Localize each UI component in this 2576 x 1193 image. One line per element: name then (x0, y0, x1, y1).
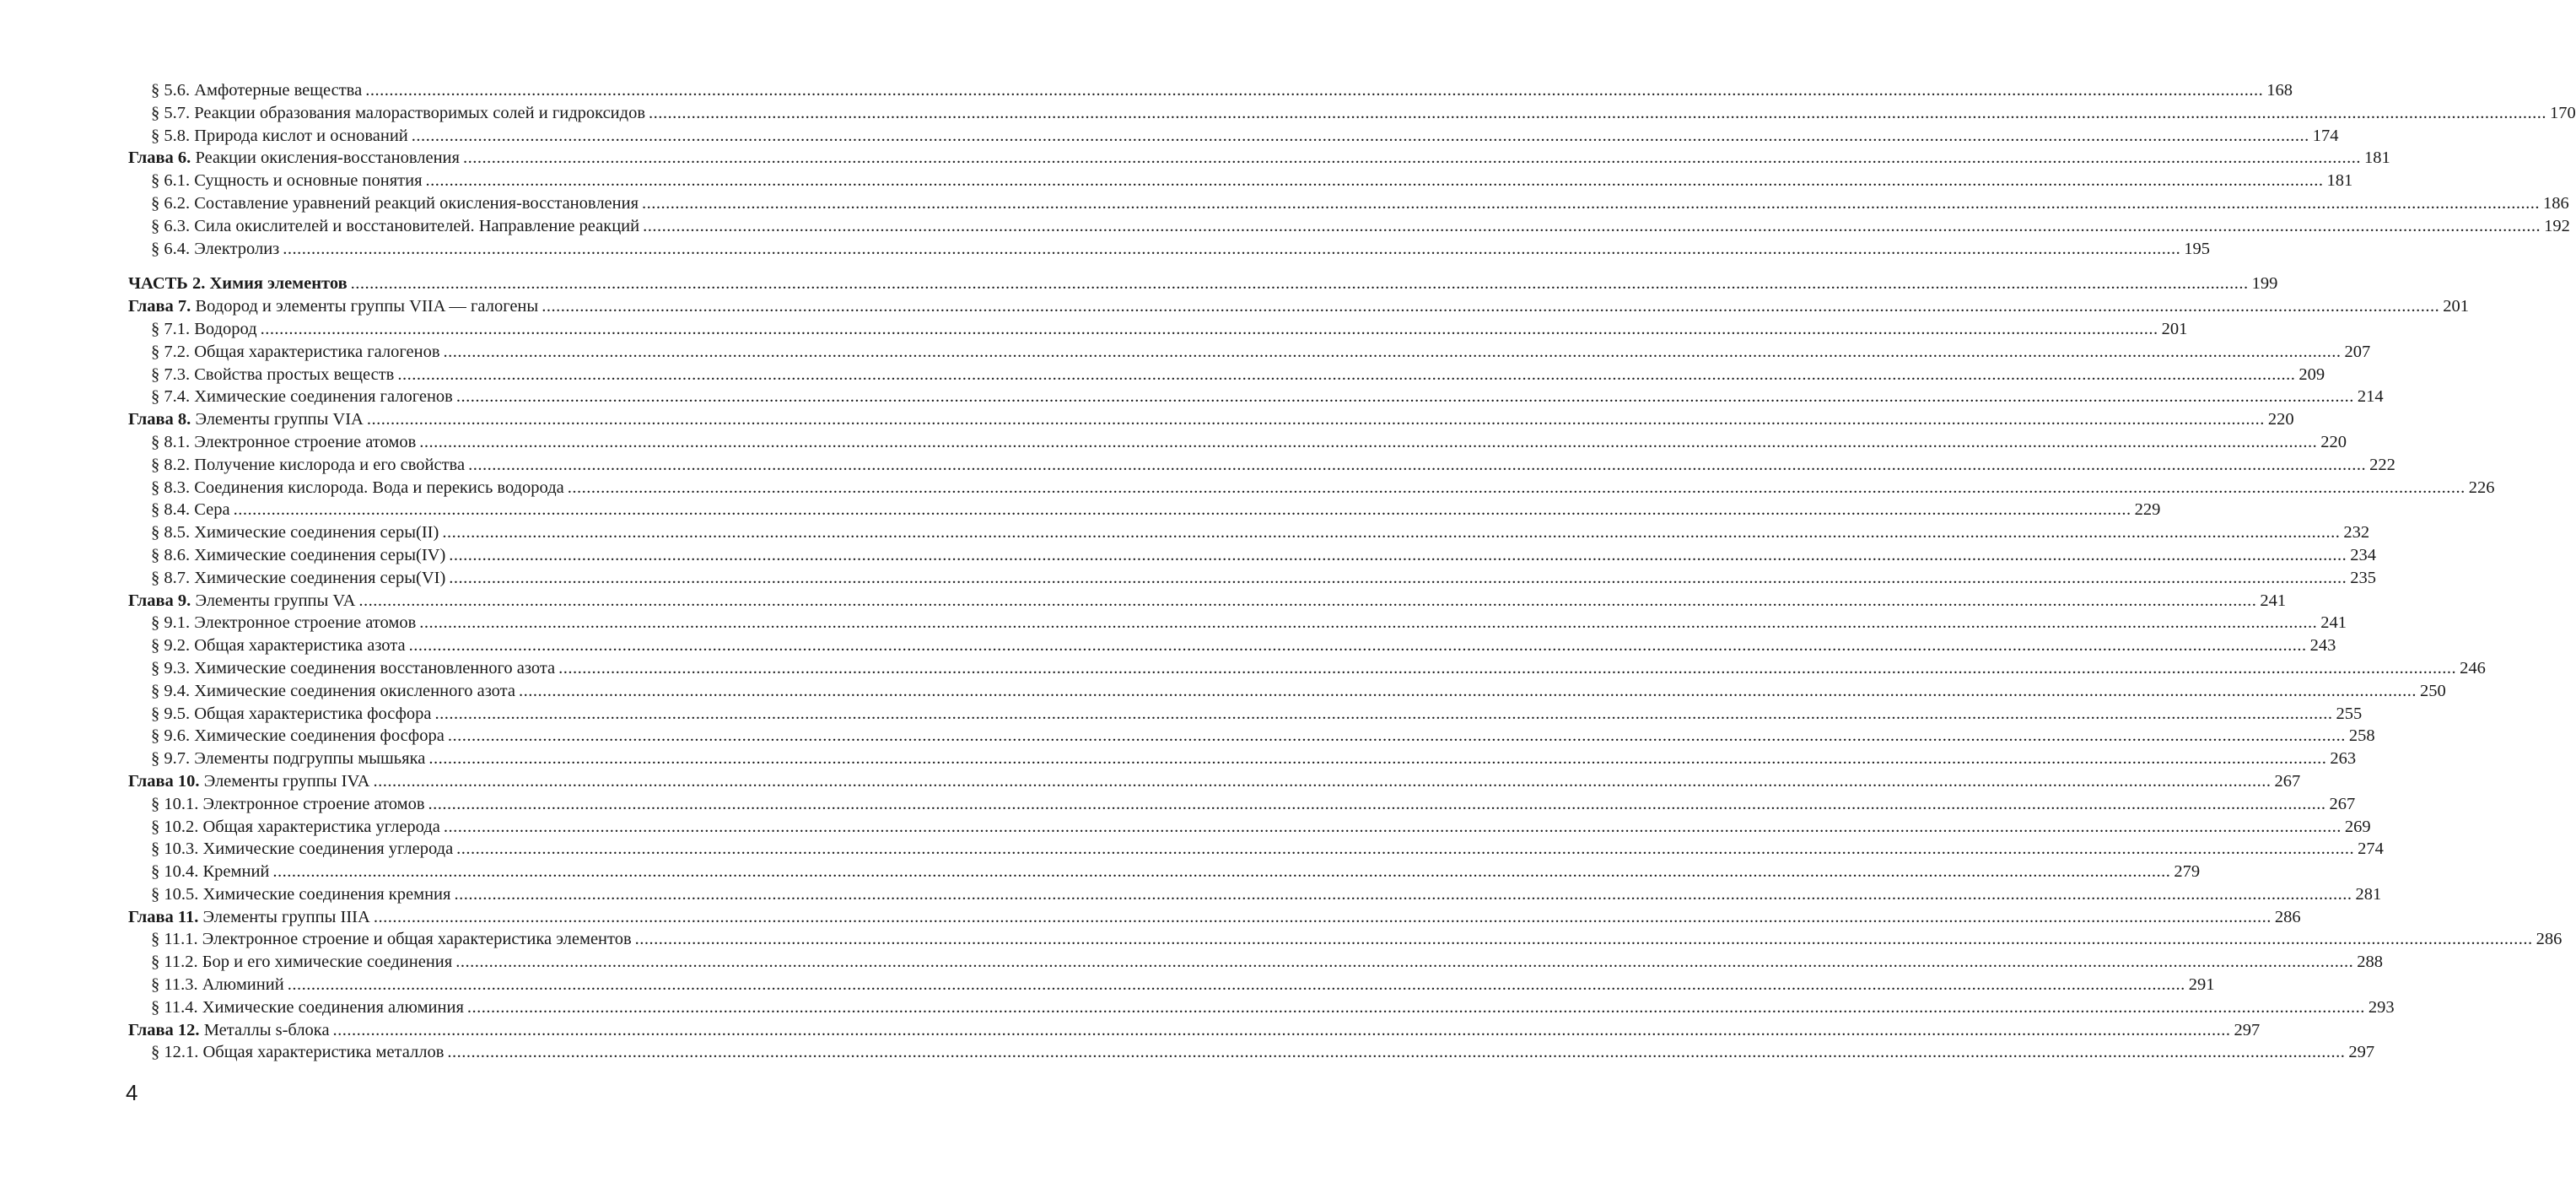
toc-section-entry (128, 703, 2363, 726)
toc-section-entry (128, 951, 2383, 974)
dot-leader: ................................................................................................................................................................................................................................................................................................................................................................................................................ (419, 432, 2318, 451)
toc-section-entry (128, 634, 2336, 657)
toc-entry-page: 220 (2267, 410, 2294, 429)
dot-leader: ................................................................................................................................................................................................................................................................................................................................................................................................................ (642, 193, 2541, 213)
toc-entry-page: 255 (2336, 704, 2363, 723)
toc-entry-page: 286 (2274, 907, 2301, 926)
toc-entry-page: 235 (2350, 568, 2377, 587)
toc-entry-title (151, 567, 445, 590)
dot-leader: ................................................................................................................................................................................................................................................................................................................................................................................................................ (443, 817, 2342, 836)
toc-chapter-entry (128, 906, 2301, 929)
toc-entry-title (151, 748, 425, 770)
toc-entry-title (128, 590, 355, 613)
toc-entry-number: Глава 6. (128, 148, 191, 168)
toc-entry-text: § 9.6. Химические соединения фосфора (151, 726, 445, 746)
toc-entry-number: Глава 8. (128, 410, 191, 429)
toc-section-entry (128, 974, 2215, 996)
dot-leader: ................................................................................................................................................................................................................................................................................................................................................................................................................ (542, 297, 2440, 316)
toc-chapter-entry (128, 590, 2287, 613)
toc-entry-title (128, 770, 369, 793)
toc-entry-text: § 9.4. Химические соединения окисленного азота (151, 681, 515, 700)
toc-entry-text: Элементы группы IIIA (198, 907, 370, 926)
toc-entry-text: § 9.3. Химические соединения восстановленного азота (151, 658, 556, 677)
toc-entry-page: 220 (2320, 432, 2347, 451)
toc-entry-text: § 5.7. Реакции образования малорастворимых солей и гидроксидов (151, 103, 646, 122)
toc-entry-title (151, 657, 555, 680)
toc-part-entry (128, 273, 2278, 295)
toc-entry-title (151, 861, 269, 883)
toc-entry-title (128, 273, 348, 295)
dot-leader: ................................................................................................................................................................................................................................................................................................................................................................................................................ (558, 658, 2457, 677)
toc-entry-number: Глава 10. (128, 771, 200, 791)
dot-leader: ................................................................................................................................................................................................................................................................................................................................................................................................................ (366, 410, 2265, 429)
toc-chapter-entry (128, 1019, 2261, 1042)
dot-leader: ................................................................................................................................................................................................................................................................................................................................................................................................................ (434, 704, 2333, 723)
dot-leader: ................................................................................................................................................................................................................................................................................................................................................................................................................ (455, 387, 2354, 407)
toc-entry-page: 201 (2161, 319, 2188, 338)
toc-entry-text: Водород и элементы группы VIIA — галогены (191, 297, 539, 316)
toc-entry-page: 214 (2357, 387, 2384, 407)
toc-entry-text: § 9.5. Общая характеристика фосфора (151, 704, 432, 723)
toc-chapter-entry (128, 408, 2294, 431)
toc-section-entry (128, 454, 2395, 477)
toc-entry-title (151, 634, 406, 657)
toc-entry-title (128, 906, 370, 929)
toc-entry-page: 243 (2309, 636, 2336, 656)
toc-entry-title (151, 454, 465, 477)
dot-leader: ................................................................................................................................................................................................................................................................................................................................................................................................................ (428, 749, 2327, 769)
toc-section-entry (128, 318, 2188, 341)
dot-leader: ................................................................................................................................................................................................................................................................................................................................................................................................................ (419, 613, 2318, 633)
dot-leader: ................................................................................................................................................................................................................................................................................................................................................................................................................ (442, 523, 2341, 543)
toc-entry-title (151, 318, 257, 341)
toc-entry-page: 267 (2274, 771, 2301, 791)
dot-leader: ................................................................................................................................................................................................................................................................................................................................................................................................................ (373, 771, 2272, 791)
toc-entry-page: 241 (2260, 591, 2287, 610)
toc-entry-page: 258 (2348, 726, 2375, 746)
toc-entry-title (151, 521, 439, 544)
toc-entry-text: Элементы группы IVA (199, 771, 370, 791)
dot-leader: ................................................................................................................................................................................................................................................................................................................................................................................................................ (447, 726, 2346, 746)
toc-entry-page: 192 (2544, 216, 2570, 235)
toc-entry-title (151, 341, 440, 364)
dot-leader: ................................................................................................................................................................................................................................................................................................................................................................................................................ (287, 975, 2185, 995)
toc-entry-title (151, 816, 440, 839)
toc-entry-title (151, 680, 515, 703)
dot-leader: ................................................................................................................................................................................................................................................................................................................................................................................................................ (567, 478, 2466, 497)
toc-entry-page: 269 (2344, 817, 2371, 836)
toc-entry-title (151, 725, 445, 748)
dot-leader: ................................................................................................................................................................................................................................................................................................................................................................................................................ (411, 126, 2309, 145)
toc-entry-title (151, 102, 645, 125)
toc-entry-text: § 10.5. Химические соединения кремния (151, 884, 451, 904)
toc-entry-text: § 8.6. Химические соединения серы(IV) (151, 545, 446, 564)
toc-entry-text: § 8.2. Получение кислорода и его свойства (151, 455, 466, 474)
toc-section-entry (128, 192, 2569, 215)
dot-leader: ................................................................................................................................................................................................................................................................................................................................................................................................................ (408, 636, 2307, 656)
toc-section-entry (128, 544, 2377, 567)
toc-entry-title (151, 883, 450, 906)
toc-entry-title (151, 928, 632, 951)
toc-entry-number: ЧАСТЬ 2. Химия элементов (128, 274, 348, 294)
toc-entry-page: 181 (2326, 171, 2353, 191)
dot-leader: ................................................................................................................................................................................................................................................................................................................................................................................................................ (466, 997, 2365, 1017)
dot-leader: ................................................................................................................................................................................................................................................................................................................................................................................................................ (283, 239, 2181, 258)
toc-entry-title (151, 499, 230, 521)
dot-leader: ................................................................................................................................................................................................................................................................................................................................................................................................................ (365, 81, 2264, 100)
toc-entry-text: § 8.7. Химические соединения серы(VI) (151, 568, 446, 587)
toc-entry-page: 281 (2355, 884, 2382, 904)
toc-entry-page: 174 (2312, 126, 2339, 145)
toc-section-entry (128, 170, 2353, 192)
toc-entry-text: § 8.4. Сера (151, 500, 230, 520)
toc-entry-text: § 9.2. Общая характеристика азота (151, 636, 406, 656)
toc-entry-page: 297 (2348, 1043, 2375, 1062)
toc-section-entry (128, 364, 2325, 386)
toc-entry-page: 279 (2174, 862, 2201, 882)
toc-entry-text: § 5.6. Амфотерные вещества (151, 81, 363, 100)
toc-entry-title (151, 125, 408, 148)
toc-entry-title (128, 408, 364, 431)
toc-entry-page: 263 (2330, 749, 2357, 769)
toc-entry-text: § 7.2. Общая характеристика галогенов (151, 342, 440, 361)
toc-entry-page: 232 (2343, 523, 2370, 543)
toc-section-entry (128, 816, 2371, 839)
dot-leader: ................................................................................................................................................................................................................................................................................................................................................................................................................ (358, 591, 2257, 610)
toc-entry-text: § 11.4. Химические соединения алюминия (151, 997, 464, 1017)
toc-entry-title (151, 79, 362, 102)
toc-section-entry (128, 215, 2570, 238)
toc-entry-title (151, 1041, 444, 1064)
toc-entry-page: 297 (2234, 1020, 2261, 1039)
toc-section-entry (128, 1041, 2375, 1064)
toc-section-entry (128, 748, 2357, 770)
toc-entry-text: § 11.2. Бор и его химические соединения (151, 953, 453, 972)
toc-entry-text: § 9.7. Элементы подгруппы мышьяка (151, 749, 426, 769)
toc-entry-page: 222 (2369, 455, 2395, 474)
toc-section-entry (128, 680, 2446, 703)
toc-entry-title (128, 295, 538, 318)
toc-section-entry (128, 612, 2347, 634)
toc-entry-text: § 8.5. Химические соединения серы(II) (151, 523, 439, 543)
toc-entry-title (151, 477, 564, 499)
page-number: 4 (126, 1080, 138, 1105)
dot-leader: ................................................................................................................................................................................................................................................................................................................................................................................................................ (449, 545, 2347, 564)
toc-entry-number: Глава 9. (128, 591, 191, 610)
toc-entry-page: 229 (2134, 500, 2161, 520)
toc-entry-text: § 12.1. Общая характеристика металлов (151, 1043, 445, 1062)
toc-section-entry (128, 838, 2384, 861)
toc-entry-title (128, 147, 460, 170)
toc-entry-text: § 9.1. Электронное строение атомов (151, 613, 417, 633)
table-of-contents (128, 79, 2576, 1064)
toc-entry-page: 201 (2443, 297, 2469, 316)
dot-leader: ................................................................................................................................................................................................................................................................................................................................................................................................................ (350, 274, 2249, 294)
toc-section-entry (128, 238, 2211, 261)
dot-leader: ................................................................................................................................................................................................................................................................................................................................................................................................................ (468, 455, 2367, 474)
dot-leader: ................................................................................................................................................................................................................................................................................................................................................................................................................ (456, 839, 2355, 859)
toc-entry-title (128, 1019, 330, 1042)
toc-section-entry (128, 861, 2201, 883)
toc-section-entry (128, 567, 2377, 590)
toc-entry-text: § 5.8. Природа кислот и оснований (151, 126, 408, 145)
toc-entry-title (151, 544, 445, 567)
dot-leader: ................................................................................................................................................................................................................................................................................................................................................................................................................ (643, 216, 2541, 235)
toc-entry-page: 207 (2344, 342, 2371, 361)
dot-leader: ................................................................................................................................................................................................................................................................................................................................................................................................................ (443, 342, 2342, 361)
toc-entry-page: 293 (2368, 997, 2395, 1017)
toc-entry-title (151, 974, 284, 996)
toc-section-entry (128, 477, 2495, 499)
toc-section-entry (128, 996, 2395, 1019)
toc-chapter-entry (128, 770, 2301, 793)
toc-chapter-entry (128, 295, 2469, 318)
dot-leader: ................................................................................................................................................................................................................................................................................................................................................................................................................ (649, 103, 2547, 122)
toc-entry-text: Реакции окисления-восстановления (191, 148, 460, 168)
dot-leader: ................................................................................................................................................................................................................................................................................................................................................................................................................ (428, 794, 2326, 813)
toc-entry-page: 267 (2329, 794, 2356, 813)
toc-section-entry (128, 521, 2370, 544)
toc-entry-page: 199 (2251, 274, 2278, 294)
toc-entry-text: § 10.3. Химические соединения углерода (151, 839, 454, 859)
toc-entry-page: 286 (2536, 930, 2563, 949)
toc-section-entry (128, 499, 2161, 521)
toc-entry-title (151, 703, 432, 726)
dot-leader: ................................................................................................................................................................................................................................................................................................................................................................................................................ (518, 681, 2417, 700)
dot-leader: ................................................................................................................................................................................................................................................................................................................................................................................................................ (233, 500, 2131, 520)
toc-entry-page: 234 (2350, 545, 2377, 564)
toc-entry-number: Глава 11. (128, 907, 199, 926)
toc-entry-title (151, 386, 453, 408)
toc-entry-page: 274 (2358, 839, 2384, 859)
toc-section-entry (128, 102, 2576, 125)
toc-entry-page: 168 (2266, 81, 2293, 100)
toc-entry-text: § 10.2. Общая характеристика углерода (151, 817, 440, 836)
dot-leader: ................................................................................................................................................................................................................................................................................................................................................................................................................ (397, 364, 2296, 384)
toc-section-entry (128, 657, 2486, 680)
toc-entry-text: § 7.3. Свойства простых веществ (151, 364, 395, 384)
toc-section-entry (128, 386, 2384, 408)
toc-section-entry (128, 79, 2293, 102)
toc-entry-page: 288 (2357, 953, 2383, 972)
toc-entry-number: Глава 7. (128, 297, 191, 316)
toc-entry-page: 181 (2363, 148, 2390, 168)
dot-leader: ................................................................................................................................................................................................................................................................................................................................................................................................................ (447, 1043, 2346, 1062)
toc-entry-title (151, 192, 639, 215)
toc-section-entry (128, 125, 2339, 148)
toc-entry-text: § 8.1. Электронное строение атомов (151, 432, 417, 451)
toc-entry-text: Элементы группы VIA (191, 410, 364, 429)
toc-entry-text: § 7.4. Химические соединения галогенов (151, 387, 453, 407)
toc-entry-text: Металлы s-блока (199, 1020, 330, 1039)
dot-leader: ................................................................................................................................................................................................................................................................................................................................................................................................................ (260, 319, 2158, 338)
toc-entry-number: Глава 12. (128, 1020, 200, 1039)
toc-entry-page: 291 (2188, 975, 2215, 995)
toc-entry-title (151, 793, 425, 816)
toc-section-entry (128, 341, 2371, 364)
dot-leader: ................................................................................................................................................................................................................................................................................................................................................................................................................ (425, 171, 2324, 191)
dot-leader: ................................................................................................................................................................................................................................................................................................................................................................................................................ (449, 568, 2347, 587)
toc-entry-text: § 6.3. Сила окислителей и восстановителей. Направление реакций (151, 216, 640, 235)
toc-section-entry (128, 725, 2375, 748)
toc-entry-title (151, 238, 279, 261)
toc-entry-text: § 6.2. Составление уравнений реакций окисления-восстановления (151, 193, 639, 213)
toc-entry-page: 241 (2320, 613, 2347, 633)
dot-leader: ................................................................................................................................................................................................................................................................................................................................................................................................................ (272, 862, 2171, 882)
toc-section-entry (128, 431, 2347, 454)
toc-entry-text: Элементы группы VA (191, 591, 356, 610)
toc-entry-page: 195 (2184, 239, 2211, 258)
dot-leader: ................................................................................................................................................................................................................................................................................................................................................................................................................ (332, 1020, 2231, 1039)
toc-entry-text: § 7.1. Водород (151, 319, 257, 338)
toc-entry-page: 170 (2550, 103, 2576, 122)
toc-entry-title (151, 431, 416, 454)
toc-entry-page: 250 (2419, 681, 2446, 700)
toc-entry-page: 226 (2468, 478, 2495, 497)
toc-entry-title (151, 170, 423, 192)
toc-entry-text: § 6.4. Электролиз (151, 239, 280, 258)
toc-chapter-entry (128, 147, 2390, 170)
toc-entry-title (151, 838, 453, 861)
toc-section-entry (128, 883, 2382, 906)
dot-leader: ................................................................................................................................................................................................................................................................................................................................................................................................................ (455, 953, 2354, 972)
toc-entry-text: § 10.4. Кремний (151, 862, 270, 882)
toc-entry-text: § 8.3. Соединения кислорода. Вода и перекись водорода (151, 478, 564, 497)
toc-entry-title (151, 215, 639, 238)
toc-entry-page: 186 (2543, 193, 2569, 213)
toc-entry-page: 246 (2460, 658, 2486, 677)
dot-leader: ................................................................................................................................................................................................................................................................................................................................................................................................................ (634, 930, 2533, 949)
toc-entry-text: § 6.1. Сущность и основные понятия (151, 171, 423, 191)
toc-section-entry (128, 928, 2563, 951)
toc-entry-title (151, 612, 416, 634)
toc-entry-text: § 10.1. Электронное строение атомов (151, 794, 425, 813)
toc-entry-text: § 11.3. Алюминий (151, 975, 284, 995)
dot-leader: ................................................................................................................................................................................................................................................................................................................................................................................................................ (373, 907, 2272, 926)
toc-section-entry (128, 793, 2356, 816)
toc-entry-title (151, 996, 464, 1019)
toc-entry-title (151, 364, 394, 386)
toc-entry-text: § 11.1. Электронное строение и общая характеристика элементов (151, 930, 632, 949)
toc-entry-page: 209 (2298, 364, 2325, 384)
toc-entry-title (151, 951, 452, 974)
dot-leader: ................................................................................................................................................................................................................................................................................................................................................................................................................ (462, 148, 2361, 168)
dot-leader: ................................................................................................................................................................................................................................................................................................................................................................................................................ (454, 884, 2352, 904)
